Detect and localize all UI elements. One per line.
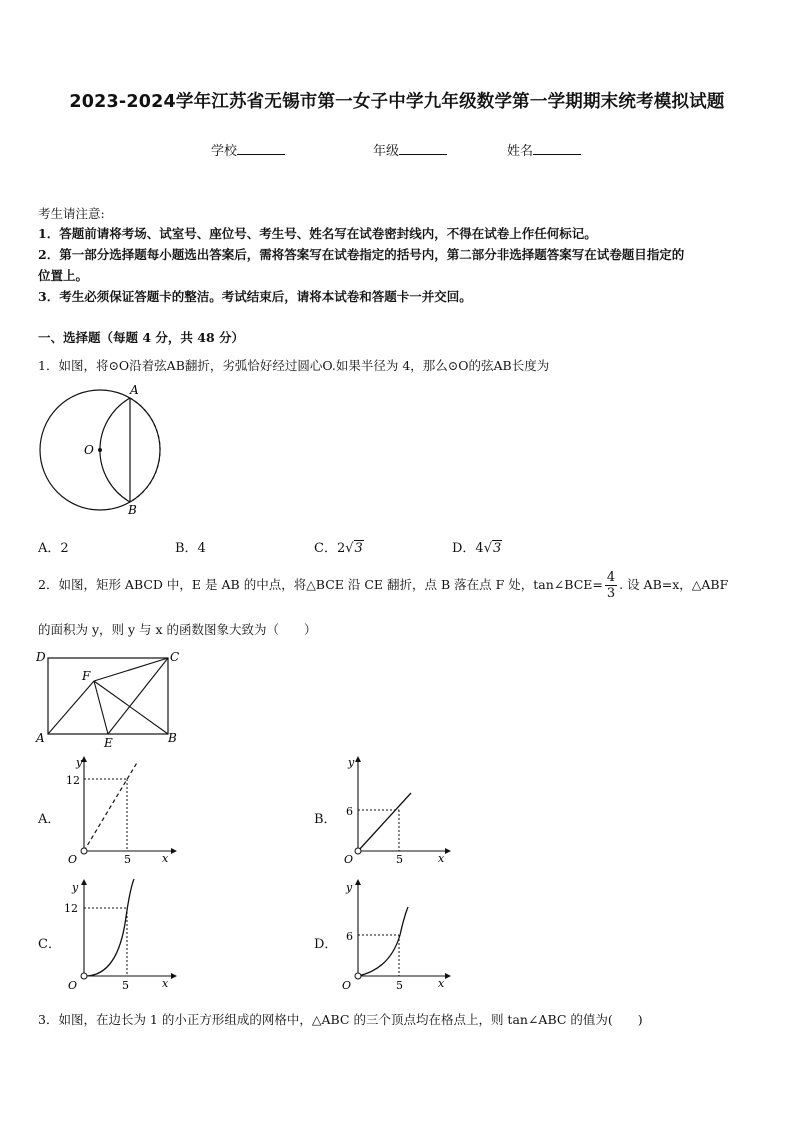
question-2-text: [38, 570, 728, 601]
center-point: [98, 448, 102, 452]
question-1-text: 1．如图，将⊙O沿着弦AB翻折，劣弧恰好经过圆心O.如果半径为 4，那么⊙O的弦AB长度为: [38, 358, 550, 373]
notice-heading: 考生请注意:: [38, 206, 105, 221]
label-b2: B: [168, 731, 177, 745]
q1-choice-b: B．4: [175, 541, 206, 556]
y-axis-label: y: [346, 881, 353, 894]
y-tick: 6: [346, 930, 353, 943]
q2-frac-den: 3: [606, 586, 616, 601]
y-axis-label: y: [72, 881, 79, 894]
q1-choice-c-prefix: C．2: [314, 541, 346, 556]
label-e: E: [104, 736, 113, 750]
name-field: [507, 140, 581, 159]
origin-label: O: [68, 853, 78, 866]
grade-field: [373, 140, 447, 159]
q2-option-b-letter: B．: [314, 812, 337, 827]
question-2-figure: [34, 645, 184, 750]
q2-option-c-letter: C．: [38, 937, 61, 952]
segment-fb: [94, 681, 168, 734]
label-o: O: [84, 443, 94, 457]
q2-option-a-graph: [58, 755, 183, 867]
page-title: 2023-2024学年江苏省无锡市第一女子中学九年级数学第一学期期末统考模拟试题: [69, 92, 725, 112]
q2-fraction: [605, 570, 617, 601]
notice-item-2: 2．第一部分选择题每小题选出答案后，需将答案写在试卷指定的括号内，第二部分非选择题答案写在试卷题目指定的: [38, 247, 685, 262]
q1-choice-c-root: 3: [354, 541, 363, 556]
x-tick: 5: [122, 979, 129, 992]
name-blank: [533, 142, 581, 155]
curve-parabola: [358, 907, 408, 976]
q2-text-a: 2．如图，矩形 ABCD 中，E 是 AB 的中点，将△BCE 沿 CE 翻折，点 B 落在点 F 处，tan∠BCE=: [38, 577, 603, 592]
q1-choice-d: D．4√3: [452, 541, 502, 556]
q1-choice-d-root: 3: [493, 541, 502, 556]
q2-text-b: . 设 AB=x，△ABF: [619, 577, 729, 592]
question-1-figure: [30, 380, 180, 520]
y-tick: 6: [346, 805, 353, 818]
label-a2: A: [36, 731, 45, 745]
x-axis-label: x: [438, 852, 445, 865]
q2-frac-num: 4: [606, 570, 616, 585]
rectangle-abcd: [48, 658, 168, 734]
q2-option-c-graph: [58, 877, 183, 992]
school-label: 学校: [211, 144, 238, 159]
x-tick: 5: [396, 979, 403, 992]
q1-choice-c: C．2√3: [314, 541, 363, 556]
origin-label: O: [68, 979, 78, 992]
label-f: F: [82, 669, 91, 683]
x-axis-label: x: [162, 977, 169, 990]
question-3-text: 3．如图，在边长为 1 的小正方形组成的网格中，△ABC 的三个顶点均在格点上，则 tan∠ABC 的值为( ): [38, 1012, 643, 1027]
notice-item-3: 3．考生必须保证答题卡的整洁。考试结束后，请将本试卷和答题卡一并交回。: [38, 289, 472, 304]
label-a: A: [130, 383, 139, 397]
curve-line: [358, 793, 411, 851]
y-tick: 12: [66, 774, 80, 787]
grade-blank: [399, 142, 447, 155]
q2-option-d-letter: D．: [314, 937, 338, 952]
label-b: B: [128, 503, 137, 517]
section-heading: 一、选择题（每题 4 分，共 48 分）: [38, 330, 245, 345]
x-tick: 5: [124, 853, 131, 866]
name-label: 姓名: [507, 144, 534, 159]
curve-dashed-line: [84, 761, 138, 851]
y-tick: 12: [64, 902, 78, 915]
label-d: D: [36, 650, 46, 664]
notice-item-1: 1．答题前请将考场、试室号、座位号、考生号、姓名写在试卷密封线内，不得在试卷上作任何标记。: [38, 226, 597, 241]
school-field: [211, 140, 285, 159]
q1-choice-a: A．2: [38, 541, 69, 556]
q2-option-a-letter: A．: [38, 812, 61, 827]
origin-label: O: [344, 853, 354, 866]
y-axis-label: y: [76, 756, 83, 769]
q1-choice-d-prefix: D．4: [452, 541, 484, 556]
segment-fc: [94, 658, 168, 681]
school-blank: [237, 142, 285, 155]
segment-af: [48, 681, 94, 734]
grade-label: 年级: [373, 144, 400, 159]
q2-option-b-graph: [332, 755, 457, 867]
original-arc-dashed: [130, 398, 160, 502]
label-c: C: [170, 650, 180, 664]
folded-arc: [100, 398, 130, 502]
q2-option-d-graph: [332, 877, 457, 992]
segment-ec: [108, 658, 168, 734]
notice-item-2-cont: 位置上。: [38, 268, 89, 283]
x-axis-label: x: [162, 852, 169, 865]
origin-label: O: [342, 979, 352, 992]
x-axis-label: x: [438, 977, 445, 990]
x-tick: 5: [396, 853, 403, 866]
question-2-text-cont: 的面积为 y，则 y 与 x 的函数图象大致为（ ）: [38, 622, 317, 637]
y-axis-label: y: [348, 756, 355, 769]
